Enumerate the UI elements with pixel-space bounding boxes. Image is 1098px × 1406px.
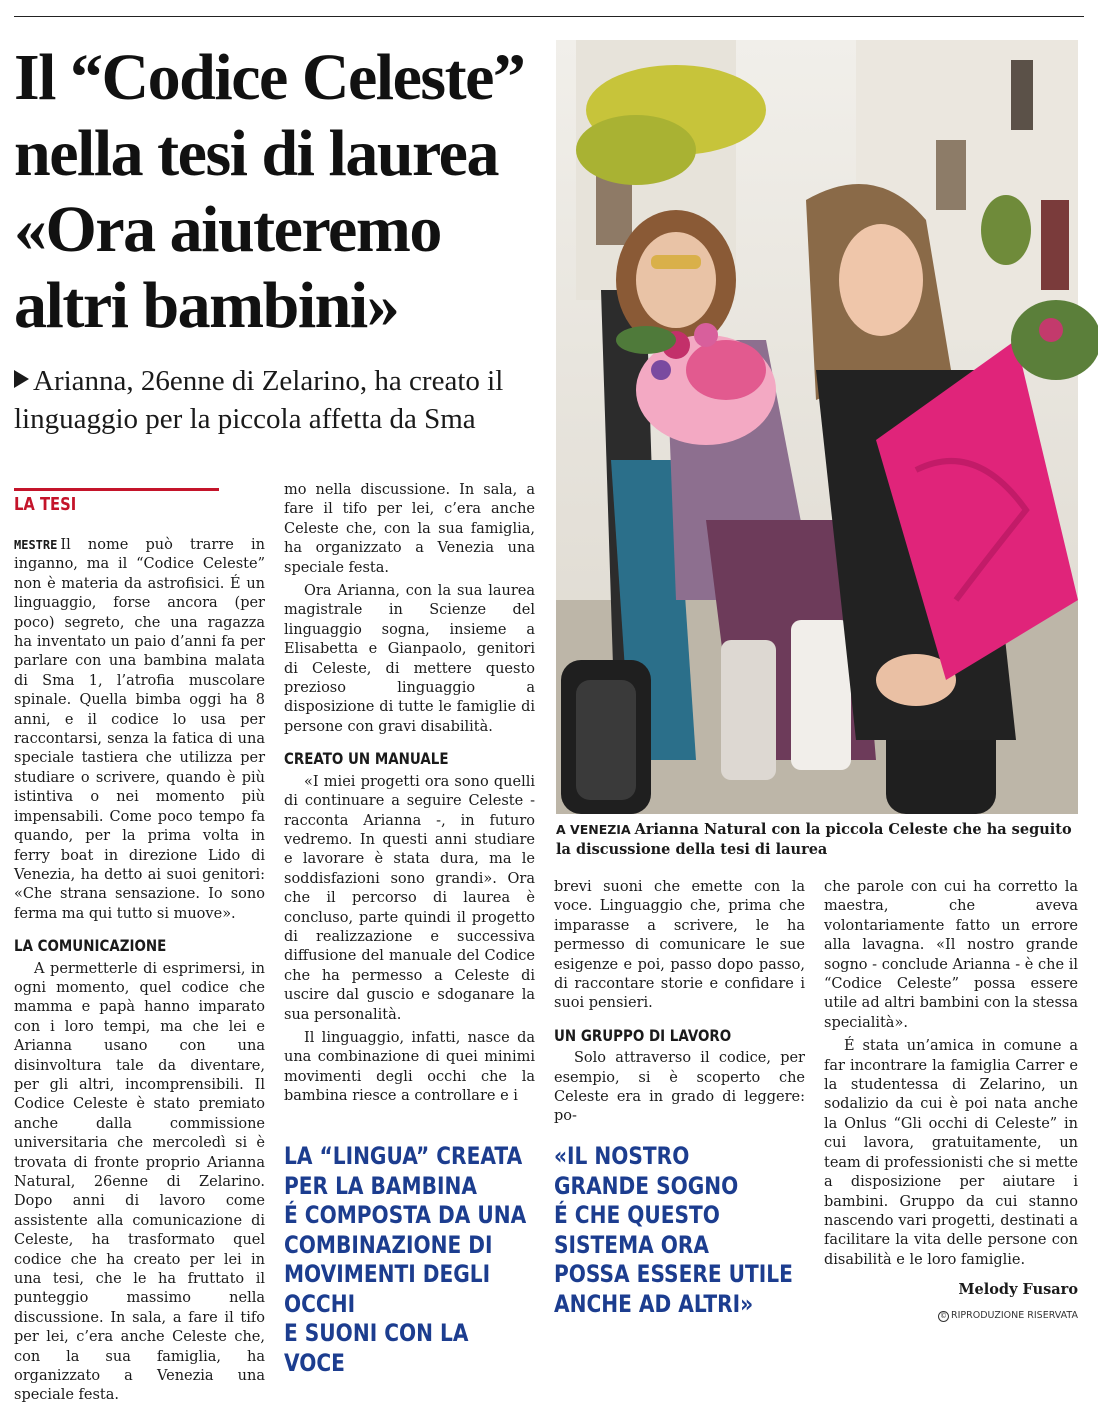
copyright-text: RIPRODUZIONE RISERVATA [951,1310,1078,1321]
subheading-manuale: CREATO UN MANUALE [284,749,449,769]
pullquote-left: LA “LINGUA” CREATA PER LA BAMBINA É COMPOSTA DA UNA COMBINAZIONE DI MOVIMENTI DEGLI OCCHI E SUONI CON LA VOCE [284,1142,527,1377]
paragraph-6-continued: che parole con cui ha corretto la maestra, che aveva volontariamente fatto un errore alla lavagna. «Il nostro grande sogno - conclude Arianna - è che il “Codice Celeste” possa essere utile ad altri bambini con la stessa specialità». [824,879,1078,1031]
paragraph-7: É stata un’amica in comune a far incontrare la famiglia Carrer e la studentessa di Zelarino, un sodalizio da cui è poi nata anche la Onlus “Gli occhi di Celeste” in cui lavora, gratuitamente, un team di professionisti che si mette a disposizione per aiutare i bambini. Gruppo da cui stanno nascendo vari progetti, destinati a facilitare la vita delle persone con disabilità e le loro famiglie. [824,1038,1078,1268]
photo-caption [556,820,1078,860]
paragraph-2-continued: mo nella discussione. In sala, a fare il tifo per lei, c’era anche Celeste che, con la sua famiglia, ha organizzato a Venezia una speciale festa. [284,482,535,576]
subheading-gruppo: UN GRUPPO DI LAVORO [554,1025,732,1045]
column-3 [554,878,805,1125]
paragraph-5: Il linguaggio, infatti, nasce da una combinazione di quei minimi movimenti degli occhi che la bambina riesce a controllare e i [284,1029,535,1105]
column-1 [14,536,265,1404]
caption-text: Arianna Natural con la piccola Celeste che ha seguito la discussione della tesi di laurea [556,821,1072,858]
photo-illustration [556,40,1078,814]
paragraph-5-continued: brevi suoni che emette con la voce. Linguaggio che, prima che imparasse a scrivere, le ha permesso di comunicare le sue esigenze e poi, passo dopo passo, di raccontare storie e confidare i suoi pensieri. [554,879,805,1012]
top-rule [14,16,1084,17]
triangle-bullet-icon [14,370,29,388]
article-photo [556,40,1078,814]
pullquote-right: «IL NOSTRO GRANDE SOGNO É CHE QUESTO SISTEMA ORA POSSA ESSERE UTILE ANCHE AD ALTRI» [554,1142,793,1318]
dateline: MESTRE [14,538,58,552]
column-4 [824,878,1078,1278]
paragraph-3: Ora Arianna, con la sua laurea magistrale in Scienze del linguaggio sogna, insieme a Elisabetta e Gianpaolo, genitori di Celeste, di mettere questo prezioso linguaggio a disposizione di tutte le famiglie di persone con gravi disabilità. [284,583,535,735]
subheading-comunicazione: LA COMUNICAZIONE [14,936,167,956]
paragraph-2: A permetterle di esprimersi, in ogni momento, quel codice che mamma e papà hanno imparato con i loro tempi, ma che lei e Arianna usano con una disinvoltura tale da diventare, per gli altri, incomprensibili. Il Codice Celeste è stato premiato anche dalla commissione universitaria che mercoledì si è trovata di fronte proprio Arianna Natural, 26enne di Zelarino. Dopo anni di lavoro come assistente alla comunicazione di Celeste, ha trasformato quel codice che ha creato per lei in una tesi, che le ha fruttato il punteggio massimo nella discussione. In sala, a fare il tifo per lei, c’era anche Celeste che, con la sua famiglia, ha organizzato a Venezia una speciale festa. [14,960,265,1404]
subhead [14,362,549,438]
copyright-icon: © [940,1312,948,1320]
headline: Il “Codice Celeste” nella tesi di laurea «Ora aiuteremo altri bambini» [14,41,525,342]
paragraph-intro [14,536,265,924]
byline: Melody Fusaro [958,1281,1078,1298]
paragraph-1: Il nome può trarre in inganno, ma il “Codice Celeste” non è materia da astrofisici. É un linguaggio, forse ancora (per poco) segreto, che una ragazza ha inventato un paio d’anni fa per parlare con una bambina malata di Sma 1, l’atrofia muscolare spinale. Quella bimba oggi ha 8 anni, e il codice lo usa per raccontarsi, senza la fatica di una speciale tastiera che utilizza per studiare o scrivere, quando è più istintiva o nei momento più impensabili. Come poco tempo fa quando, per la prima volta in ferry boat in direzione Lido di Venezia, ha detto ai suoi genitori: «Che strana sensazione. Io sono ferma ma qui tutto si muove». [14,537,265,922]
section-tag: LA TESI [14,488,219,515]
paragraph-6: Solo attraverso il codice, per esempio, si è scoperto che Celeste era in grado di leggere: po- [554,1050,805,1125]
copyright [880,1310,1078,1322]
paragraph-4: «I miei progetti ora sono quelli di continuare a seguire Celeste - racconta Arianna -, in futuro vedremo. In questi anni studiare e lavorare è stata dura, ma le soddisfazioni sono grandi». Ora che il percorso di laurea è concluso, parte quindi il progetto di realizzazione e successiva diffusione del manuale del Codice che ha permesso a Celeste di uscire dal guscio e sdoganare la sua personalità. [284,773,535,1023]
column-2 [284,481,535,1113]
subhead-text: Arianna, 26enne di Zelarino, ha creato il linguaggio per la piccola affetta da Sma [14,365,504,435]
caption-kicker: A VENEZIA [556,822,631,837]
